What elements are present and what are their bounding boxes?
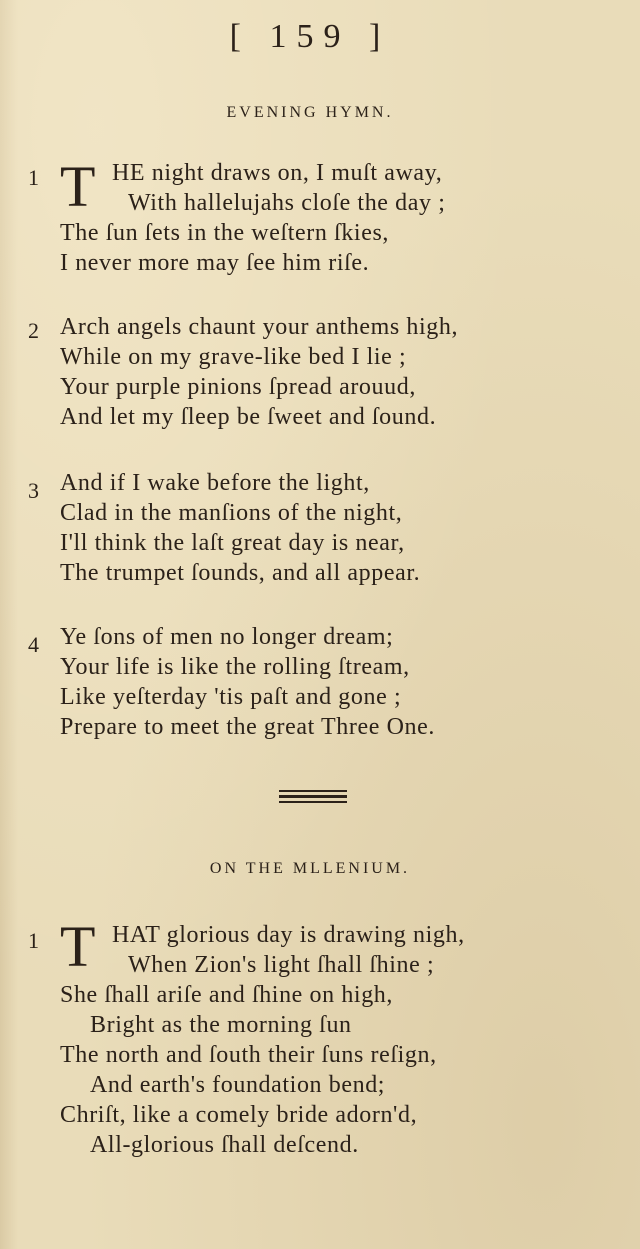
verse-line: When Zion's light ſhall ſhine ; [128,952,435,978]
verse-line: I never more may ſee him riſe. [60,250,370,276]
stanza-number: 2 [28,318,39,343]
drop-cap: T [60,154,96,219]
verse-line: With hallelujahs cloſe the day ; [128,190,446,216]
verse-line: The trumpet ſounds, and all appear. [60,560,421,586]
verse-line: Your life is like the rolling ſtream, [60,654,410,680]
verse-line: Prepare to meet the great Three One. [60,714,435,740]
verse-line: While on my grave-like bed I lie ; [60,344,407,370]
hymn-title: ON THE MLLENIUM. [209,860,411,877]
verse-line: HE night draws on, I muſt away, [112,160,443,186]
verse-line: And let my ſleep be ſweet and ſound. [60,404,437,430]
verse-line: The north and ſouth their ſuns reſign, [60,1042,437,1068]
page-number: [ 159 ] [229,18,391,55]
verse-line: Your purple pinions ſpread arouud, [60,374,416,400]
stanza-number: 3 [28,478,39,503]
verse-line: Arch angels chaunt your anthems high, [60,314,459,340]
verse-line: And if I wake before the light, [60,470,370,496]
verse-line: She ſhall ariſe and ſhine on high, [60,982,393,1008]
drop-cap: T [60,914,96,979]
verse-line: Clad in the manſions of the night, [60,500,403,526]
hymn-title: EVENING HYMN. [226,104,394,121]
verse-line: Bright as the morning ſun [90,1012,352,1038]
verse-line: The ſun ſets in the weſtern ſkies, [60,220,389,246]
verse-line: And earth's foundation bend; [90,1072,386,1098]
verse-line: I'll think the laſt great day is near, [60,530,405,556]
verse-line: HAT glorious day is drawing nigh, [112,922,465,948]
verse-line: All-glorious ſhall deſcend. [90,1132,359,1158]
verse-line: Chriſt, like a comely bride adorn'd, [60,1102,418,1128]
verse-line: Ye ſons of men no longer dream; [60,624,394,650]
ornamental-rule [279,790,347,804]
stanza-number: 1 [28,165,39,190]
stanza-number: 4 [28,632,39,657]
verse-line: Like yeſterday 'tis paſt and gone ; [60,684,402,710]
stanza-number: 1 [28,928,39,953]
